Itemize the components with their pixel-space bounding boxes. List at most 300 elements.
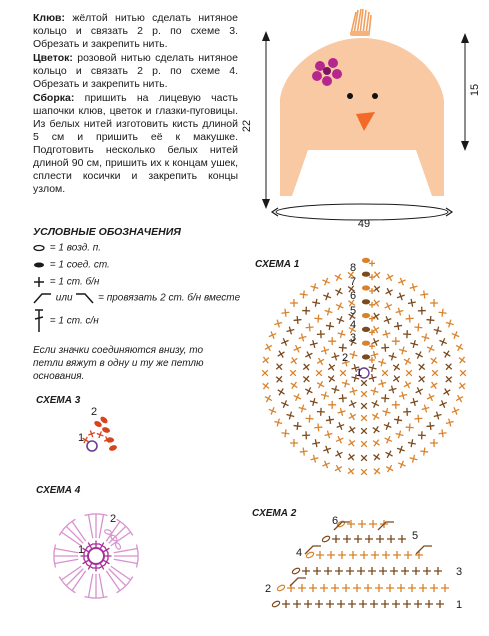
single-crochet-symbol (371, 437, 382, 448)
single-crochet-symbol (371, 466, 382, 477)
single-crochet-symbol (396, 291, 406, 301)
single-crochet-symbol (349, 386, 359, 396)
single-crochet-symbol (405, 423, 414, 432)
single-crochet-symbol (414, 350, 425, 361)
chain-symbol (271, 600, 280, 608)
decrease-symbol (290, 578, 306, 586)
single-crochet-symbol (298, 404, 308, 414)
single-crochet-symbol (347, 520, 355, 528)
single-crochet-symbol (337, 367, 348, 378)
single-crochet-symbol (335, 315, 345, 325)
single-crochet-symbol (416, 361, 427, 372)
single-crochet-symbol (267, 330, 277, 340)
single-crochet-symbol (324, 430, 334, 440)
scheme1-row-number: 2 (342, 352, 349, 364)
single-crochet-symbol (421, 404, 431, 414)
slip-stitch-symbol (109, 445, 117, 451)
single-crochet-symbol (321, 276, 331, 286)
slip-stitch-symbol (363, 327, 370, 331)
single-crochet-symbol (408, 584, 416, 592)
single-crochet-symbol (358, 452, 369, 463)
single-crochet-symbol (315, 356, 326, 367)
single-crochet-symbol (347, 399, 358, 410)
single-crochet-symbol (394, 415, 403, 424)
single-crochet-symbol (430, 299, 438, 307)
single-crochet-symbol (281, 429, 290, 438)
single-crochet-symbol (381, 343, 390, 352)
single-crochet-symbol (430, 584, 438, 592)
single-crochet-symbol (414, 414, 423, 423)
single-crochet-symbol (298, 333, 308, 343)
single-crochet-symbol (325, 322, 334, 331)
beak-text: жёлтой нитью сделать нитяное кольцо и связать 2 р. по схеме 3. Обрезать и закрепить нить. (33, 12, 238, 50)
single-crochet-symbol (327, 551, 335, 559)
single-crochet-symbol (430, 439, 438, 447)
single-crochet-symbol (349, 350, 359, 360)
scheme1-label: СХЕМА 1 (255, 259, 300, 270)
single-crochet-symbol (267, 406, 277, 416)
single-crochet-symbol (315, 379, 326, 390)
scheme1-row-number: 1 (356, 367, 363, 379)
single-crochet-symbol (412, 567, 420, 575)
scheme2-row-number: 2 (265, 583, 272, 595)
legend-note: Если значки соединяются внизу, то петли вяжут в одну и ту же петлю основания. (33, 345, 204, 382)
single-crochet-symbol (358, 438, 369, 449)
single-crochet-symbol (396, 444, 406, 454)
single-crochet-symbol (436, 600, 444, 608)
slip-stitch-symbol (100, 416, 108, 424)
double-crochet-top (59, 529, 64, 536)
double-crochet-symbol (99, 515, 103, 539)
single-crochet-symbol (333, 272, 344, 283)
single-crochet-symbol (429, 367, 440, 378)
single-crochet-symbol (368, 567, 376, 575)
single-crochet-symbol (338, 394, 347, 403)
ear-dimension (461, 33, 469, 151)
single-crochet-symbol (433, 411, 443, 421)
single-crochet-symbol (289, 355, 300, 366)
chain-symbol (276, 584, 285, 592)
single-crochet-symbol (443, 374, 454, 385)
single-crochet-symbol (379, 567, 387, 575)
single-crochet-symbol (345, 466, 356, 477)
single-crochet-symbol (331, 584, 339, 592)
single-crochet-symbol (388, 352, 398, 362)
single-crochet-symbol (334, 434, 345, 445)
single-crochet-symbol (322, 444, 332, 454)
single-crochet-symbol (337, 600, 345, 608)
double-crochet-top (117, 588, 124, 593)
single-crochet-symbol (347, 411, 358, 422)
single-crochet-symbol (416, 373, 427, 384)
scheme1-row-number: 4 (350, 319, 357, 331)
single-crochet-symbol (289, 380, 300, 391)
scheme1-row-number: 7 (350, 276, 357, 288)
single-crochet-symbol (403, 600, 411, 608)
single-crochet-symbol (398, 535, 406, 543)
tassel-icon (350, 9, 371, 36)
double-crochet-top (69, 588, 76, 593)
single-crochet-symbol (309, 339, 319, 349)
single-crochet-symbol (331, 352, 341, 362)
single-crochet-symbol (93, 541, 100, 548)
double-crochet-top (69, 519, 76, 524)
single-crochet-symbol (304, 600, 312, 608)
single-crochet-symbol (360, 551, 368, 559)
single-crochet-symbol (392, 600, 400, 608)
scheme1-diagram (259, 258, 468, 477)
single-crochet-symbol (353, 584, 361, 592)
single-crochet-symbol (346, 437, 357, 448)
single-crochet-symbol (445, 319, 455, 329)
single-crochet-symbol (324, 307, 334, 317)
scheme3-row-number: 1 (78, 432, 85, 444)
double-crochet-top (137, 545, 138, 553)
double-crochet-symbol (88, 515, 92, 539)
single-crochet-symbol (320, 391, 330, 401)
double-crochet-top (128, 529, 133, 536)
single-crochet-symbol (409, 339, 419, 349)
single-crochet-symbol (346, 567, 354, 575)
single-crochet-symbol (313, 367, 324, 378)
single-crochet-symbol (370, 600, 378, 608)
double-crochet-top (137, 560, 138, 568)
single-crochet-symbol (394, 322, 403, 331)
single-crochet-symbol (420, 447, 429, 456)
single-crochet-symbol (346, 451, 357, 462)
height-dimension (262, 31, 270, 209)
single-crochet-symbol (96, 430, 105, 439)
single-crochet-symbol (364, 584, 372, 592)
single-crochet-symbol (438, 399, 449, 410)
assembly-title: Сборка: (33, 92, 75, 104)
single-crochet-symbol (260, 380, 271, 391)
single-crochet-symbol (433, 326, 443, 336)
single-crochet-symbol (423, 567, 431, 575)
single-crochet-symbol (383, 434, 394, 445)
legend-text: = провязать 2 ст. б/н вместе (98, 292, 241, 304)
single-crochet-symbol (365, 535, 373, 543)
single-crochet-symbol (281, 308, 290, 317)
single-crochet-symbol (302, 307, 310, 315)
single-crochet-symbol (310, 282, 320, 292)
single-crochet-symbol (382, 421, 392, 431)
single-crochet-symbol (285, 326, 295, 336)
single-crochet-symbol (313, 567, 321, 575)
scheme2-row-number: 4 (296, 547, 303, 559)
single-crochet-symbol (299, 290, 308, 299)
single-crochet-symbol (302, 567, 310, 575)
single-crochet-symbol (342, 584, 350, 592)
single-crochet-symbol (398, 346, 408, 356)
single-crochet-symbol (290, 439, 298, 447)
single-crochet-symbol (454, 342, 465, 353)
single-crochet-symbol (87, 429, 96, 438)
single-crochet-symbol (322, 291, 332, 301)
single-crochet-symbol (331, 385, 341, 395)
single-crochet-symbol (382, 329, 392, 339)
double-crochet-symbol (88, 574, 92, 598)
single-crochet-symbol (276, 386, 287, 397)
single-crochet-symbol (326, 600, 334, 608)
single-crochet-symbol (421, 333, 431, 343)
single-crochet-symbol (290, 299, 298, 307)
single-crochet-symbol (276, 349, 287, 360)
single-crochet-symbol (384, 449, 395, 460)
single-crochet-symbol (382, 551, 390, 559)
single-crochet-symbol (414, 323, 423, 332)
single-crochet-symbol (359, 600, 367, 608)
scheme1-row-number: 3 (350, 332, 357, 344)
single-crochet-symbol (371, 269, 382, 280)
scheme3-row-number: 2 (91, 406, 98, 418)
scheme2-diagram (271, 520, 449, 608)
single-crochet-symbol (332, 535, 340, 543)
single-crochet-symbol (358, 400, 369, 411)
single-crochet-symbol (403, 330, 411, 338)
single-crochet-symbol (438, 429, 447, 438)
single-crochet-symbol (371, 424, 382, 435)
single-crochet-symbol (93, 565, 100, 572)
single-crochet-symbol (414, 600, 422, 608)
single-crochet-symbol (303, 350, 314, 361)
single-crochet-symbol (420, 290, 429, 299)
single-crochet-symbol (315, 600, 323, 608)
double-crochet-symbol (55, 559, 79, 563)
legend-text: = 1 соед. ст. (49, 259, 110, 271)
single-crochet-symbol (387, 535, 395, 543)
width-label: 49 (357, 218, 371, 230)
single-crochet-symbol (292, 392, 303, 403)
single-crochet-symbol (316, 551, 324, 559)
double-crochet-top (128, 577, 133, 584)
single-crochet-symbol (404, 551, 412, 559)
single-crochet-symbol (434, 567, 442, 575)
single-crochet-symbol (274, 374, 285, 385)
single-crochet-symbol (390, 567, 398, 575)
single-crochet-symbol (398, 391, 408, 401)
scheme4-row-number: 1 (78, 544, 85, 556)
slip-stitch-symbol (363, 286, 370, 290)
double-crochet-top (100, 597, 108, 598)
single-crochet-symbol (334, 286, 345, 297)
single-crochet-symbol (409, 397, 419, 407)
single-crochet-symbol (409, 454, 419, 464)
single-crochet-symbol (445, 418, 455, 428)
single-crochet-symbol (348, 600, 356, 608)
single-crochet-symbol (314, 423, 323, 432)
single-crochet-symbol (314, 314, 323, 323)
single-crochet-symbol (273, 418, 283, 428)
single-crochet-symbol (376, 535, 384, 543)
single-crochet-symbol (321, 459, 331, 469)
single-crochet-symbol (403, 408, 411, 416)
single-crochet-symbol (384, 272, 395, 283)
single-crochet-symbol (358, 377, 369, 388)
single-crochet-symbol (381, 394, 390, 403)
single-crochet-symbol (301, 361, 312, 372)
single-crochet-symbol (311, 439, 320, 448)
single-crochet-symbol (428, 380, 439, 391)
scheme2-row-number: 3 (456, 566, 463, 578)
single-crochet-symbol (334, 301, 345, 312)
single-crochet-symbol (392, 401, 400, 409)
flower-title: Цветок: (33, 52, 73, 64)
double-crochet-symbol (55, 548, 79, 552)
single-crochet-symbol (333, 463, 344, 474)
single-crochet-symbol (328, 337, 336, 345)
single-crochet-symbol (415, 551, 423, 559)
scheme1-row-number: 5 (350, 305, 357, 317)
single-crochet-symbol (301, 373, 312, 384)
single-crochet-symbol (324, 567, 332, 575)
double-crochet-top (54, 545, 55, 553)
single-crochet-symbol (384, 463, 395, 474)
single-crochet-symbol (441, 349, 452, 360)
single-crochet-symbol (383, 301, 394, 312)
single-crochet-symbol (426, 316, 435, 325)
single-crochet-symbol (282, 600, 290, 608)
single-crochet-symbol (325, 415, 334, 424)
single-crochet-symbol (263, 342, 274, 353)
right-eye-icon (372, 93, 378, 99)
single-crochet-symbol (391, 373, 402, 384)
scheme2-row-number: 5 (412, 530, 419, 542)
single-crochet-symbol (326, 373, 337, 384)
single-crochet-symbol (419, 584, 427, 592)
single-crochet-symbol (358, 412, 369, 423)
single-crochet-symbol (395, 430, 405, 440)
single-crochet-symbol (357, 567, 365, 575)
scheme1-row-number: 8 (350, 262, 357, 274)
single-crochet-symbol (428, 355, 439, 366)
scheme2-label: СХЕМА 2 (252, 508, 297, 519)
single-crochet-symbol (292, 343, 303, 354)
double-crochet-top (85, 597, 93, 598)
single-crochet-symbol (328, 401, 336, 409)
single-crochet-symbol (338, 343, 347, 352)
scheme4-row-number: 2 (110, 513, 117, 525)
single-crochet-symbol (401, 567, 409, 575)
single-crochet-symbol (395, 307, 405, 317)
slip-stitch-symbol (363, 258, 370, 262)
single-crochet-symbol (349, 551, 357, 559)
legend-or-text: или (55, 292, 73, 304)
single-crochet-symbol (386, 584, 394, 592)
slip-stitch-symbol (363, 314, 370, 318)
ear-label: 15 (469, 83, 481, 97)
single-crochet-symbol (273, 319, 283, 329)
legend-text: = 1 возд. п. (49, 242, 102, 254)
scheme3-diagram (81, 416, 117, 451)
single-crochet-symbol (105, 553, 112, 560)
chain-symbol (291, 567, 300, 575)
scheme1-row-number: 6 (350, 290, 357, 302)
single-crochet-symbol (293, 600, 301, 608)
single-crochet-symbol (375, 584, 383, 592)
single-crochet-symbol (393, 551, 401, 559)
single-crochet-symbol (438, 337, 449, 348)
single-crochet-symbol (293, 422, 302, 431)
single-crochet-symbol (274, 361, 285, 372)
slip-stitch-symbol (94, 421, 102, 428)
single-crochet-symbol (337, 407, 347, 417)
single-crochet-symbol (320, 346, 330, 356)
single-crochet-symbol (302, 431, 310, 439)
single-crochet-symbol (346, 424, 357, 435)
single-crochet-symbol (343, 535, 351, 543)
single-crochet-symbol (260, 354, 271, 365)
single-crochet-symbol (450, 330, 460, 340)
single-crochet-symbol (391, 362, 402, 373)
single-crochet-symbol (377, 358, 387, 368)
slip-stitch-symbol (363, 341, 370, 345)
single-crochet-symbol (334, 449, 345, 460)
single-crochet-symbol (407, 439, 416, 448)
legend-text: = 1 ст. б/н (49, 276, 100, 288)
single-crochet-symbol (335, 421, 345, 431)
slip-stitch-symbol (363, 272, 370, 276)
single-crochet-symbol (370, 350, 380, 360)
single-crochet-symbol (457, 380, 468, 391)
single-crochet-symbol (317, 408, 325, 416)
single-crochet-symbol (425, 343, 436, 354)
legend-text: = 1 ст. с/н (49, 315, 99, 327)
single-crochet-symbol (341, 379, 351, 389)
single-crochet-symbol (326, 362, 337, 373)
single-crochet-symbol (358, 466, 369, 477)
single-crochet-symbol (402, 356, 413, 367)
single-crochet-symbol (418, 431, 426, 439)
scheme4-diagram (54, 514, 138, 598)
single-crochet-symbol (441, 386, 452, 397)
chain-symbol (104, 529, 112, 535)
single-crochet-symbol (397, 276, 407, 286)
legend-title: УСЛОВНЫЕ ОБОЗНАЧЕНИЯ (33, 226, 181, 238)
double-crochet-top (85, 514, 93, 515)
single-crochet-symbol (377, 379, 387, 389)
single-crochet-symbol (414, 386, 425, 397)
single-crochet-symbol (382, 407, 392, 417)
scheme3-label: СХЕМА 3 (36, 395, 81, 406)
single-crochet-symbol (371, 551, 379, 559)
single-crochet-symbol (425, 392, 436, 403)
single-crochet-symbol (320, 584, 328, 592)
single-crochet-symbol (450, 406, 460, 416)
decrease-symbol (378, 522, 394, 530)
single-crochet-symbol (381, 600, 389, 608)
single-crochet-symbol (338, 551, 346, 559)
single-crochet-symbol (392, 337, 400, 345)
single-crochet-symbol (280, 399, 291, 410)
double-crochet-symbol (99, 574, 103, 598)
slip-stitch-symbol (107, 438, 114, 442)
single-crochet-symbol (263, 393, 274, 404)
slip-stitch-symbol (363, 300, 370, 304)
chain-symbol (115, 542, 122, 550)
single-crochet-symbol (397, 459, 407, 469)
single-crochet-symbol (397, 584, 405, 592)
double-crochet-symbol (114, 559, 138, 563)
beak-title: Клюв: (33, 12, 65, 24)
single-crochet-symbol (358, 425, 369, 436)
single-crochet-symbol (369, 520, 377, 528)
double-crochet-top (117, 519, 124, 524)
left-eye-icon (347, 93, 353, 99)
single-crochet-symbol (370, 386, 380, 396)
single-crochet-symbol (311, 298, 320, 307)
single-crochet-symbol (280, 337, 291, 348)
